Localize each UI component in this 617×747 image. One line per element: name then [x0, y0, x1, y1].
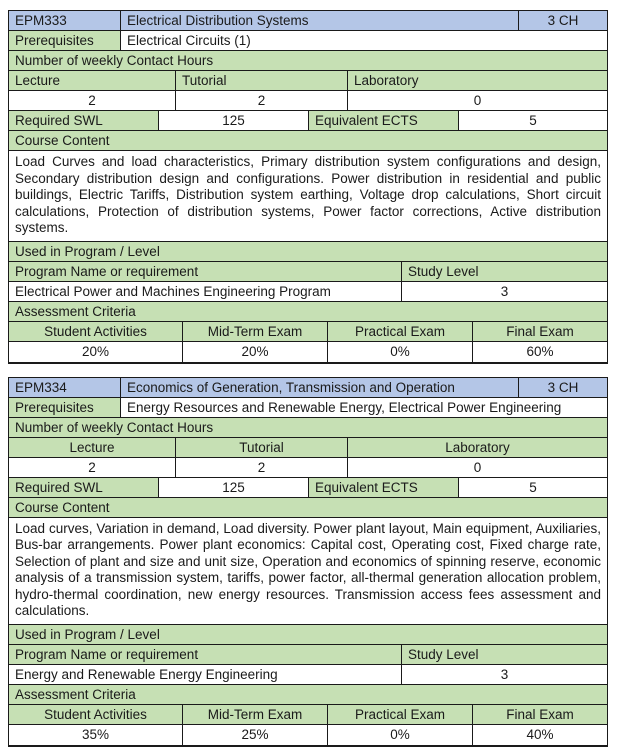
course-code: EPM334	[9, 378, 121, 397]
assessment-criteria-label: Assessment Criteria	[9, 302, 607, 321]
required-swl-value: 125	[159, 111, 309, 130]
student-activities-label: Student Activities	[9, 705, 183, 724]
final-exam-value: 40%	[526, 726, 554, 742]
laboratory-label: Laboratory	[348, 438, 607, 457]
study-level-value: 3	[500, 666, 509, 682]
used-in-program-row	[9, 242, 607, 262]
study-level-label: Study Level	[402, 645, 607, 664]
required-swl-label: Required SWL	[9, 478, 159, 497]
course-table-epm333	[8, 10, 608, 364]
contact-hours-header-row	[9, 51, 607, 71]
program-name-value: Electrical Power and Machines Engineering Program	[9, 282, 402, 301]
used-in-program-row	[9, 625, 607, 645]
assessment-labels-row	[9, 705, 607, 725]
program-name-label: Program Name or requirement	[9, 262, 402, 281]
tutorial-hours: 2	[176, 91, 348, 110]
course-title: Electrical Distribution Systems	[121, 11, 519, 30]
practical-exam-label: Practical Exam	[328, 322, 473, 341]
midterm-exam-label: Mid-Term Exam	[183, 322, 328, 341]
course-title: Economics of Generation, Transmission and Operation	[121, 378, 519, 397]
prerequisites-row	[9, 31, 607, 51]
course-header-row	[9, 11, 607, 31]
equivalent-ects-label: Equivalent ECTS	[309, 111, 459, 130]
program-name-label: Program Name or requirement	[9, 645, 402, 664]
lecture-label: Lecture	[9, 71, 176, 90]
contact-hours-label: Number of weekly Contact Hours	[9, 418, 607, 437]
lecture-hours: 2	[9, 91, 176, 110]
credit-hours: 3 CH	[519, 378, 607, 397]
contact-hours-values-row	[9, 91, 607, 111]
contact-hours-labels-row	[9, 71, 607, 91]
prerequisites-label: Prerequisites	[9, 31, 121, 50]
tutorial-label: Tutorial	[176, 438, 348, 457]
used-in-program-label: Used in Program / Level	[9, 242, 607, 261]
final-exam-label: Final Exam	[473, 322, 607, 341]
prerequisites-value: Energy Resources and Renewable Energy, Electrical Power Engineering	[127, 399, 562, 415]
lecture-hours: 2	[9, 458, 176, 477]
course-content-text: Load curves, Variation in demand, Load diversity. Power plant layout, Main equipment, Auxiliaries, Bus-bar arrangements. Power plant economics: Capital cost, Operating cost, Fixed charge rate, Selection of plant and size and unit size, Operation and economics of spinning reserve, economic analysis of a transmission system, tariffs, power factor, all-thermal generation allocation problem, hydro-thermal coordination, new energy resources. Transmission access fees assessment and calculations.	[15, 520, 601, 618]
course-code: EPM333	[9, 11, 121, 30]
equivalent-ects-value: 5	[529, 113, 537, 128]
tutorial-label: Tutorial	[176, 71, 348, 90]
swl-row	[9, 111, 607, 131]
practical-exam-value: 0%	[328, 725, 473, 745]
final-exam-label: Final Exam	[473, 705, 607, 724]
contact-hours-values-row	[9, 458, 607, 478]
student-activities-value: 20%	[9, 342, 183, 362]
midterm-exam-value: 25%	[183, 725, 328, 745]
used-in-program-label: Used in Program / Level	[9, 625, 607, 644]
required-swl-label: Required SWL	[9, 111, 159, 130]
laboratory-hours: 0	[473, 93, 482, 108]
course-content-header-row	[9, 498, 607, 518]
practical-exam-value: 0%	[328, 342, 473, 362]
program-name-value: Energy and Renewable Energy Engineering	[9, 665, 402, 684]
program-values-row	[9, 282, 607, 302]
assessment-criteria-row	[9, 685, 607, 705]
prerequisites-value: Electrical Circuits (1)	[127, 33, 251, 48]
assessment-values-row	[9, 342, 607, 362]
practical-exam-label: Practical Exam	[328, 705, 473, 724]
course-content-row	[9, 151, 607, 242]
prerequisites-row	[9, 398, 607, 418]
course-content-label: Course Content	[9, 131, 607, 150]
assessment-values-row	[9, 725, 607, 745]
assessment-criteria-label: Assessment Criteria	[9, 685, 607, 704]
lecture-label: Lecture	[9, 438, 176, 457]
equivalent-ects-label: Equivalent ECTS	[309, 478, 459, 497]
program-header-row	[9, 645, 607, 665]
required-swl-value: 125	[159, 478, 309, 497]
assessment-criteria-row	[9, 302, 607, 322]
laboratory-label: Laboratory	[348, 71, 607, 90]
assessment-labels-row	[9, 322, 607, 342]
student-activities-label: Student Activities	[9, 322, 183, 341]
course-table-epm334	[8, 377, 608, 747]
prerequisites-label: Prerequisites	[9, 398, 121, 417]
contact-hours-labels-row	[9, 438, 607, 458]
course-content-text: Load Curves and load characteristics, Primary distribution system configurations and design, Secondary distribution design and configurations. Power distribution in residential and public buildings, Electric Tariffs, Distribution system earthing, Voltage drop calculations, Short circuit calculations, Protection of distribution systems, Power factor corrections, Active distribution systems.	[15, 154, 601, 235]
contact-hours-header-row	[9, 418, 607, 438]
study-level-label: Study Level	[402, 262, 607, 281]
program-header-row	[9, 262, 607, 282]
contact-hours-label: Number of weekly Contact Hours	[9, 51, 607, 70]
tutorial-hours: 2	[176, 458, 348, 477]
final-exam-value: 60%	[526, 343, 554, 359]
midterm-exam-value: 20%	[183, 342, 328, 362]
laboratory-hours: 0	[473, 459, 482, 475]
equivalent-ects-value: 5	[529, 479, 537, 495]
program-values-row	[9, 665, 607, 685]
midterm-exam-label: Mid-Term Exam	[183, 705, 328, 724]
course-content-row	[9, 518, 607, 625]
course-header-row	[9, 378, 607, 398]
credit-hours: 3 CH	[519, 11, 607, 30]
course-content-label: Course Content	[9, 498, 607, 517]
study-level-value: 3	[500, 283, 509, 299]
swl-row	[9, 478, 607, 498]
student-activities-value: 35%	[9, 725, 183, 745]
course-content-header-row	[9, 131, 607, 151]
